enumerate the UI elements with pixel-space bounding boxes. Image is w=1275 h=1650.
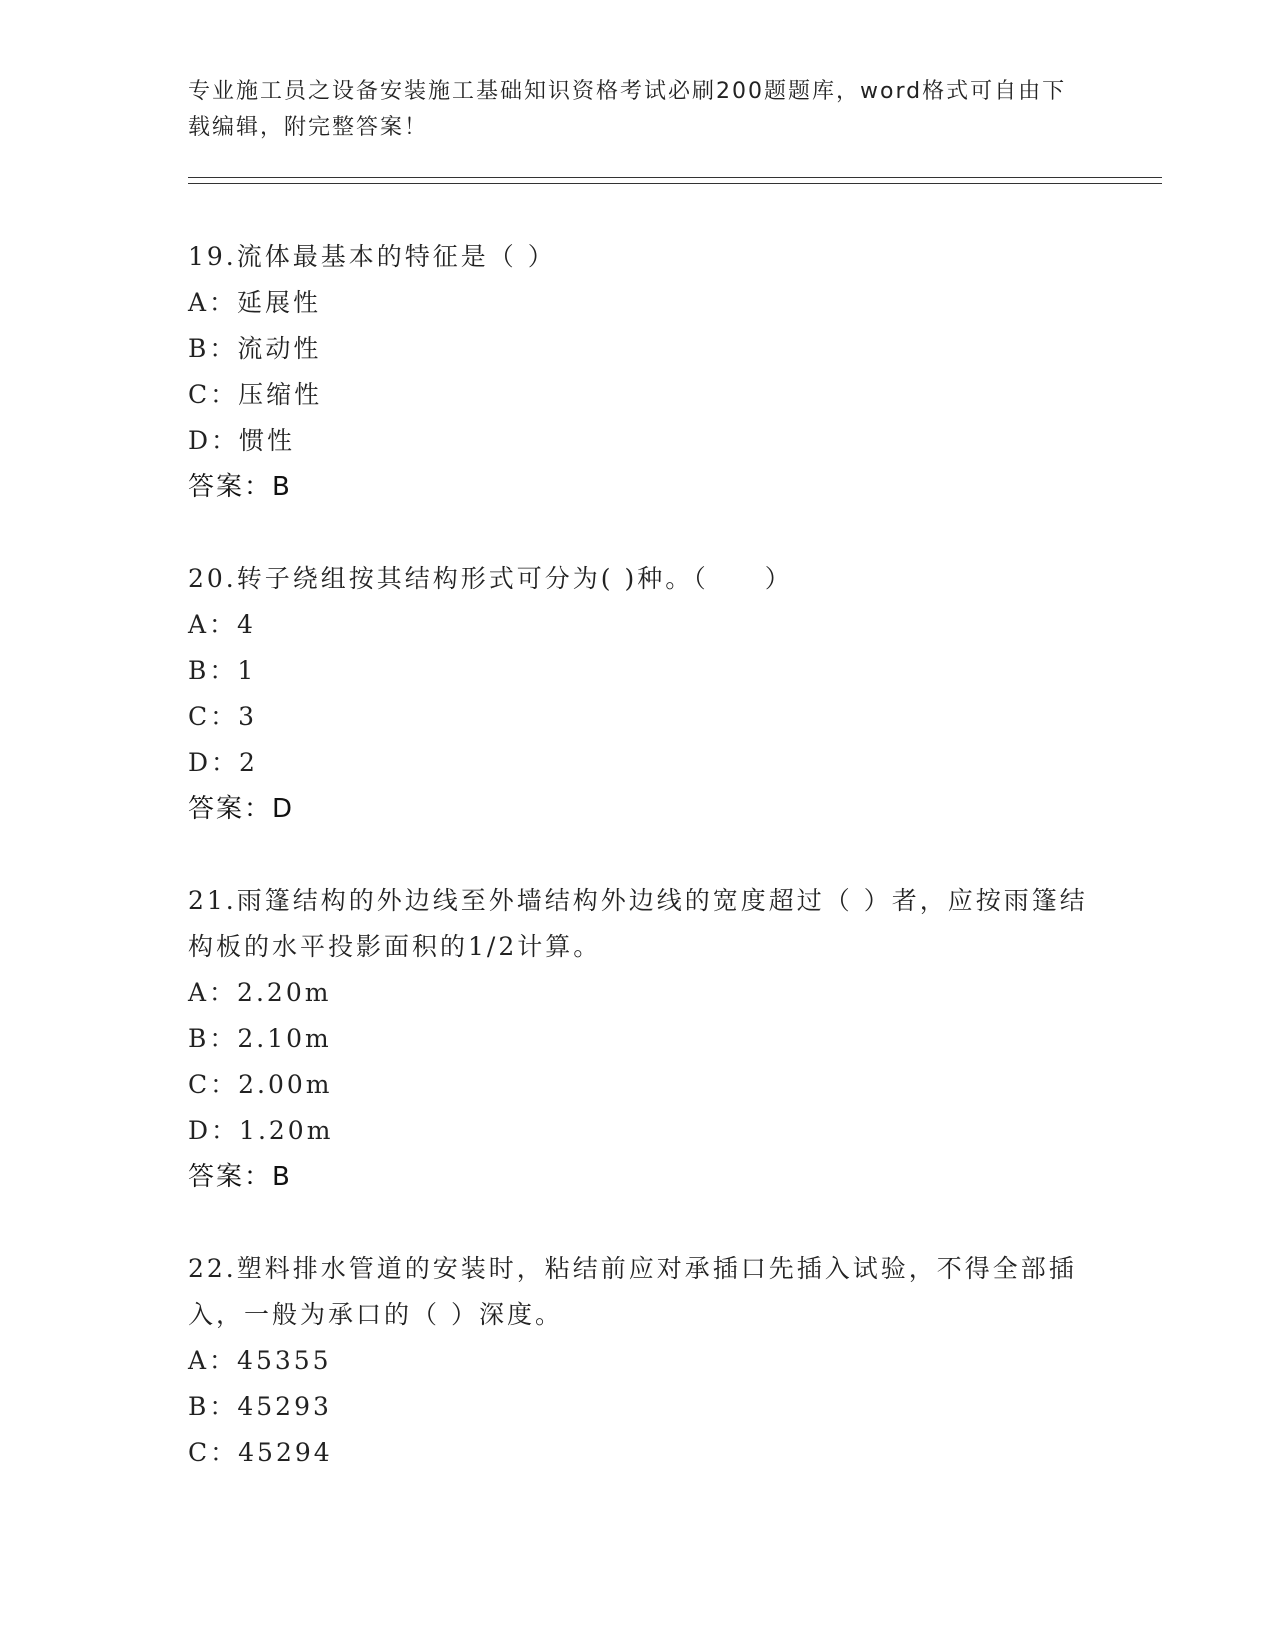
option-a: A：4 — [188, 610, 256, 639]
answer-label: 答案：D — [188, 794, 295, 824]
option-a: A：2.20m — [188, 978, 332, 1007]
answer-label: 答案：B — [188, 1162, 292, 1192]
option-d: D：1.20m — [188, 1116, 334, 1145]
question-22 — [188, 1246, 1088, 1476]
option-c: C：3 — [188, 702, 258, 731]
option-c: C：45294 — [188, 1438, 333, 1467]
option-d: D：惯性 — [188, 426, 296, 455]
option-d: D：2 — [188, 748, 258, 777]
option-b: B：流动性 — [188, 334, 322, 363]
header-divider-bottom — [188, 183, 1162, 184]
option-b: B：45293 — [188, 1392, 332, 1421]
question-21 — [188, 878, 1088, 1200]
option-a: A：延展性 — [188, 288, 322, 317]
option-a: A：45355 — [188, 1346, 332, 1375]
option-b: B：2.10m — [188, 1024, 332, 1053]
document-header: 专业施工员之设备安装施工基础知识资格考试必刷200题题库，word格式可自由下载编辑，附完整答案！ — [188, 79, 1067, 140]
option-b: B：1 — [188, 656, 257, 685]
question-stem: 19.流体最基本的特征是（ ） — [188, 242, 556, 271]
question-20 — [188, 556, 1088, 832]
answer-label: 答案：B — [188, 472, 292, 502]
header-divider-top — [188, 177, 1162, 178]
option-c: C：压缩性 — [188, 380, 323, 409]
question-stem: 22.塑料排水管道的安装时，粘结前应对承插口先插入试验，不得全部插入，一般为承口的（ ）深度。 — [188, 1254, 1077, 1329]
question-stem: 20.转子绕组按其结构形式可分为( )种。（ ） — [188, 564, 793, 593]
question-stem: 21.雨篷结构的外边线至外墙结构外边线的宽度超过（ ）者，应按雨篷结构板的水平投影面积的1/2计算。 — [188, 886, 1088, 961]
option-c: C：2.00m — [188, 1070, 333, 1099]
question-19 — [188, 234, 1088, 510]
